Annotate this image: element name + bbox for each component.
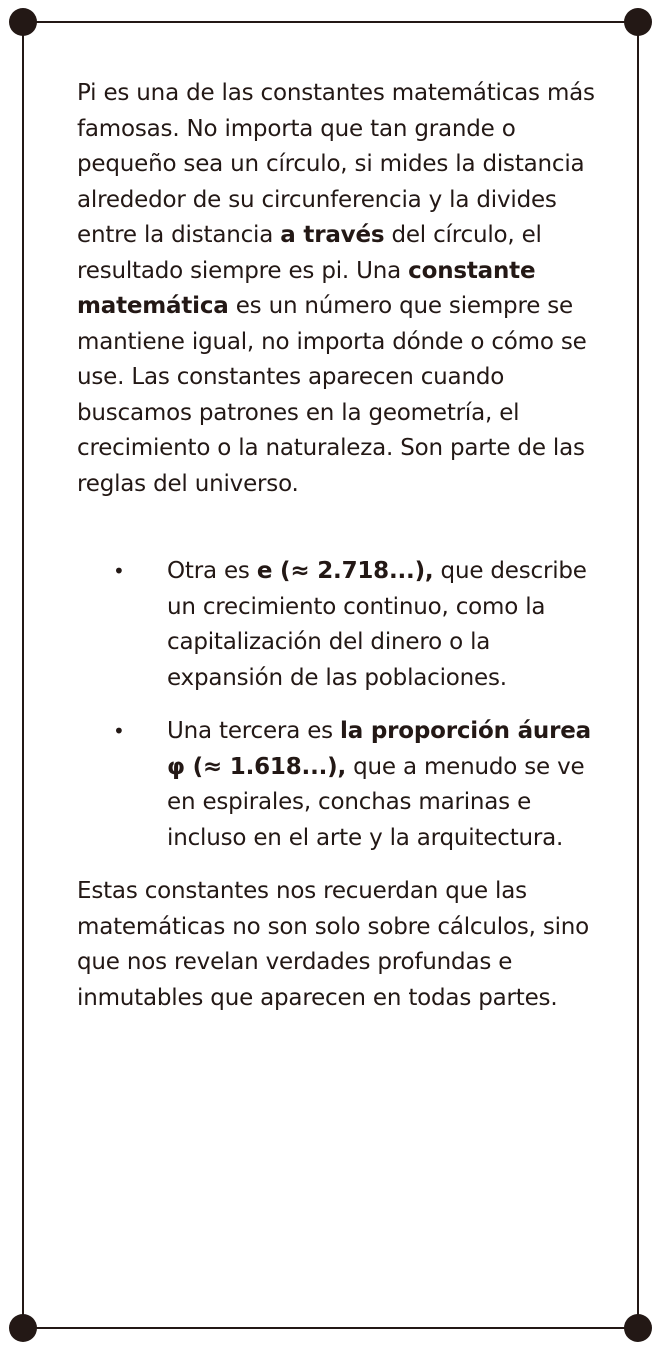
- frame-right-line: [637, 21, 639, 1329]
- corner-dot-bottom-left: [9, 1314, 37, 1342]
- bold-a-traves: a través: [280, 222, 385, 248]
- bullet-icon: •: [113, 719, 125, 743]
- bold-e-value: e (≈ 2.718...),: [256, 558, 434, 584]
- frame-bottom-line: [22, 1327, 638, 1329]
- frame-top-line: [22, 21, 638, 23]
- frame-left-line: [22, 21, 24, 1329]
- constants-list: [77, 554, 607, 856]
- corner-dot-top-right: [624, 8, 652, 36]
- bold-phi-value: la proporción áurea φ (≈ 1.618...),: [167, 718, 591, 780]
- corner-dot-bottom-right: [624, 1314, 652, 1342]
- bold-constante-matematica: constante matemática: [77, 257, 536, 319]
- list-item-phi: • Una tercera es la proporción áurea φ (≈ 1.618...), que a menudo se ve en espirales, conchas marinas e incluso en el arte y la arquitectura.: [77, 714, 607, 856]
- conclusion-paragraph: Estas constantes nos recuerdan que las matemáticas no son solo sobre cálculos, sino que nos revelan verdades profundas e inmutables que aparecen en todas partes.: [77, 878, 590, 1011]
- intro-paragraph: Pi es una de las constantes matemáticas más famosas. No importa que tan grande o pequeño sea un círculo, si mides la distancia alrededor de su circunferencia y la divides entre la distancia a través del círculo, el resultado siempre es pi. Una constante matemática es un número que siempre se mantiene igual, no importa dónde o cómo se use. Las constantes aparecen cuando buscamos patrones en la geometría, el crecimiento o la naturaleza. Son parte de las reglas del universo.: [77, 80, 595, 497]
- bullet-icon: •: [113, 559, 125, 583]
- text-card: [77, 76, 607, 1016]
- list-item-e: • Otra es e (≈ 2.718...), que describe un crecimiento continuo, como la capitalización del dinero o la expansión de las poblaciones.: [77, 554, 607, 696]
- corner-dot-top-left: [9, 8, 37, 36]
